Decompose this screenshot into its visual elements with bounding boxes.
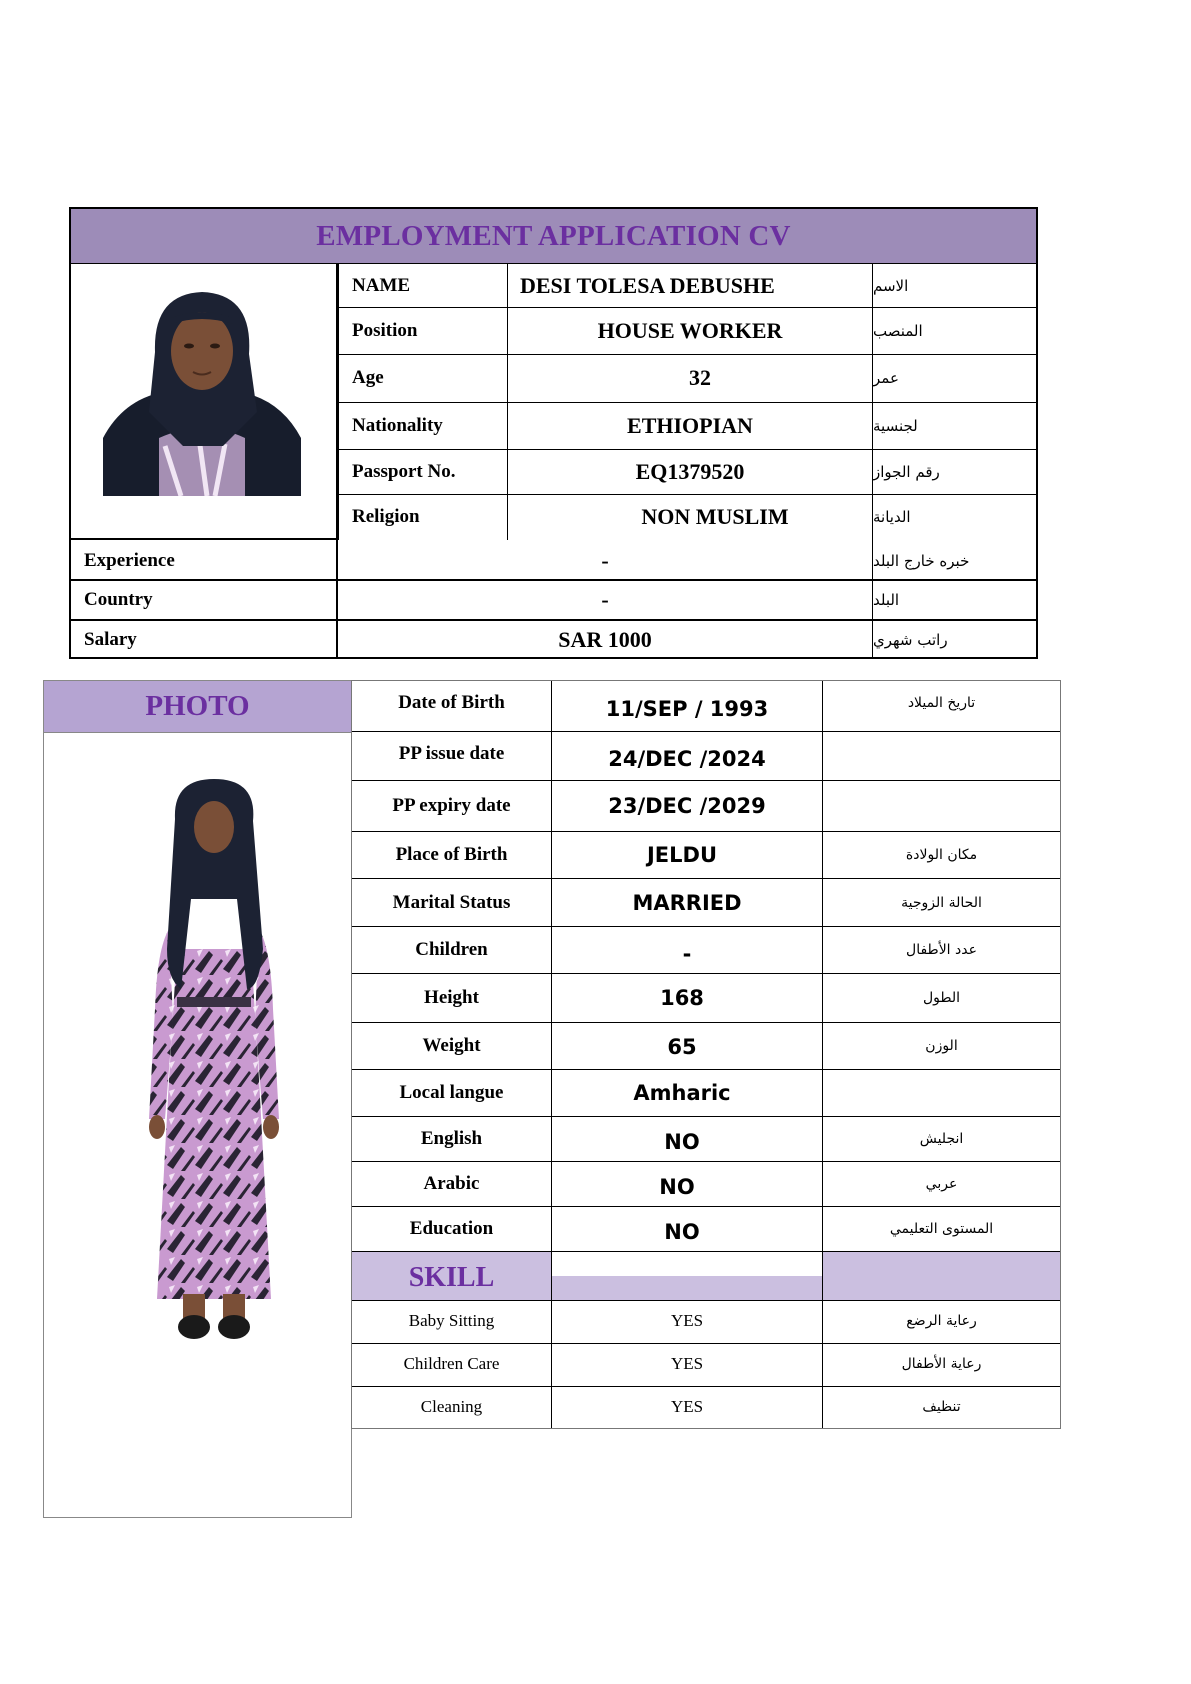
children-value: - (682, 942, 692, 966)
religion-value: NON MUSLIM (641, 504, 789, 529)
skill-children-care-label: Children Care (403, 1354, 500, 1373)
height-label: Height (424, 987, 479, 1008)
height-arabic: الطول (922, 990, 961, 1006)
birth-place-label: Place of Birth (395, 844, 508, 865)
nationality-label: Nationality (352, 414, 443, 436)
salary-arabic: راتب شهري (873, 631, 948, 649)
birth-place-value: JELDU (646, 843, 718, 867)
cv-header-table (69, 207, 1038, 659)
country-arabic: البلد (873, 591, 900, 609)
education-label: Education (409, 1218, 494, 1239)
pp-issue-value: 24/DEC /2024 (608, 747, 766, 771)
name-label: NAME (352, 274, 411, 296)
skill-header-bg-right (823, 1252, 1060, 1300)
education-value: NO (664, 1220, 700, 1244)
dob-label: Date of Birth (398, 692, 505, 713)
weight-value: 65 (667, 1035, 697, 1059)
name-value: DESI TOLESA DEBUSHE (520, 272, 775, 298)
position-arabic: المنصب (873, 321, 923, 340)
dob-arabic: تاريخ الميلاد (907, 695, 976, 711)
full-body-photo (139, 779, 289, 1349)
skill-children-care-value: YES (670, 1354, 704, 1373)
arabic-lang-label: Arabic (423, 1173, 480, 1194)
local-language-arabic (823, 1070, 1060, 1116)
nationality-value: ETHIOPIAN (627, 412, 753, 438)
marital-arabic: الحالة الزوجية (901, 894, 982, 911)
local-language-value: Amharic (633, 1081, 731, 1105)
position-value: HOUSE WORKER (597, 317, 783, 343)
experience-value: - (601, 547, 609, 573)
pp-expiry-value: 23/DEC /2029 (608, 794, 766, 818)
skill-baby-sitting-label: Baby Sitting (408, 1311, 495, 1330)
salary-label: Salary (84, 629, 137, 650)
english-label: English (420, 1128, 483, 1149)
dob-value: 11/SEP / 1993 (605, 697, 769, 721)
marital-value: MARRIED (632, 890, 742, 915)
skill-heading: SKILL (408, 1262, 495, 1293)
age-arabic: عمر (873, 369, 899, 387)
passport-arabic: رقم الجواز (873, 462, 940, 481)
skill-cleaning-arabic: تنظيف (922, 1399, 961, 1415)
experience-label: Experience (84, 549, 175, 571)
religion-label: Religion (352, 506, 420, 527)
pp-issue-arabic (823, 732, 1060, 780)
skill-baby-sitting-value: YES (670, 1311, 704, 1330)
skill-cleaning-label: Cleaning (420, 1397, 483, 1416)
english-value: NO (664, 1130, 700, 1154)
pp-expiry-label: PP expiry date (392, 795, 511, 816)
headshot-photo (103, 288, 301, 496)
experience-arabic: خبره خارج البلد (873, 551, 970, 570)
headshot-cell (71, 264, 338, 540)
skill-baby-sitting-arabic: رعاية الرضع (906, 1313, 977, 1329)
age-value: 32 (689, 365, 711, 390)
weight-arabic: الوزن (925, 1038, 958, 1054)
passport-value: EQ1379520 (635, 458, 745, 484)
details-table (351, 680, 1061, 1429)
salary-value: SAR 1000 (558, 627, 652, 652)
local-language-label: Local langue (399, 1082, 504, 1103)
pp-expiry-arabic (823, 781, 1060, 831)
passport-label: Passport No. (352, 460, 456, 482)
height-value: 168 (660, 986, 704, 1010)
skill-header-bg-mid (552, 1276, 822, 1300)
arabic-lang-arabic: عربي (925, 1176, 958, 1192)
children-arabic: عدد الأطفال (906, 942, 977, 958)
birth-place-arabic: مكان الولادة (905, 847, 978, 863)
education-arabic: المستوى التعليمي (889, 1221, 994, 1237)
full-photo-panel (43, 680, 352, 1518)
age-label: Age (352, 367, 384, 388)
name-arabic: الاسم (873, 276, 909, 295)
skill-children-care-arabic: رعاية الأطفال (901, 1356, 982, 1372)
weight-label: Weight (422, 1035, 481, 1056)
pp-issue-label: PP issue date (398, 743, 505, 764)
country-value: - (601, 587, 609, 612)
english-arabic: انجليش (919, 1131, 964, 1147)
marital-label: Marital Status (392, 891, 511, 913)
cv-title: EMPLOYMENT APPLICATION CV (71, 209, 1036, 264)
country-label: Country (84, 589, 153, 610)
position-label: Position (352, 319, 418, 341)
photo-heading: PHOTO (44, 681, 351, 733)
arabic-lang-value: NO (659, 1175, 695, 1199)
children-label: Children (415, 939, 488, 960)
skill-cleaning-value: YES (670, 1397, 704, 1416)
religion-arabic: الديانة (873, 508, 911, 526)
nationality-arabic: لجنسية (873, 416, 918, 435)
